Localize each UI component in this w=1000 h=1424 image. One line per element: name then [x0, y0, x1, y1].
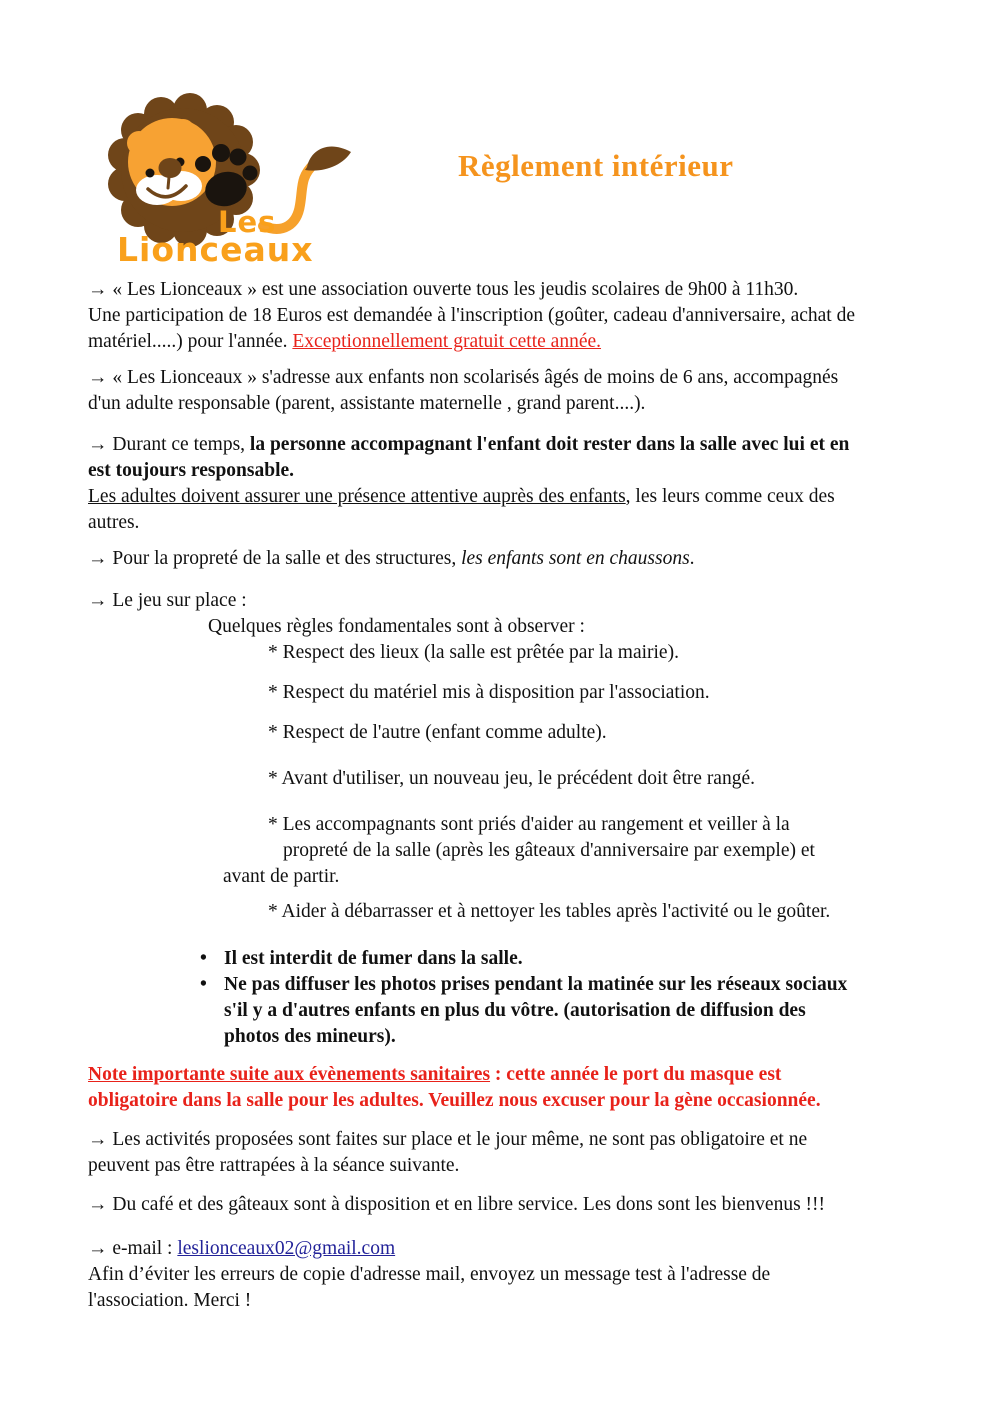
text-segment: obligatoire dans la salle pour les adultes. Veuillez nous excuser pour la gène occasionnée.: [88, 1090, 821, 1111]
text-segment: * Respect des lieux (la salle est prêtée par la mairie).: [268, 642, 679, 663]
email-link[interactable]: leslionceaux02@gmail.com: [177, 1238, 396, 1259]
text-line: [88, 1088, 978, 1114]
text-line: [88, 899, 978, 925]
lion-nose: [159, 158, 182, 178]
paragraph: [88, 812, 978, 890]
text-segment: * Avant d'utiliser, un nouveau jeu, le précédent doit être rangé.: [268, 768, 755, 789]
text-segment: → e-mail :: [88, 1238, 178, 1259]
text-line: [88, 614, 978, 640]
text-line: [88, 946, 978, 972]
text-line: [88, 1062, 978, 1088]
text-line: [88, 365, 978, 391]
paragraph: [88, 1062, 978, 1114]
paragraph: [88, 720, 978, 746]
text-segment: → Du café et des gâteaux sont à disposition et en libre service. Les dons sont les bienvenus !!!: [88, 1194, 826, 1215]
text-segment: → Pour la propreté de la salle et des structures,: [88, 548, 462, 569]
text-segment: Une participation de 18 Euros est demandée à l'inscription (goûter, cadeau d'anniversaire, achat de: [88, 305, 855, 326]
text-segment: l'association. Merci !: [88, 1290, 252, 1311]
text-line: [88, 864, 978, 890]
paragraph: [88, 546, 978, 572]
text-line: [88, 680, 978, 706]
text-line: [88, 720, 978, 746]
text-segment: * Respect de l'autre (enfant comme adulte).: [268, 722, 607, 743]
text-line: [88, 1192, 978, 1218]
text-segment: d'un adulte responsable (parent, assistante maternelle , grand parent....).: [88, 393, 646, 414]
text-line: [88, 1262, 978, 1288]
text-segment: Il est interdit de fumer dans la salle.: [224, 948, 523, 969]
paragraph: [88, 1236, 978, 1314]
text-segment: Note importante suite aux évènements sanitaires: [88, 1064, 491, 1085]
text-line: [88, 391, 978, 417]
text-segment: propreté de la salle (après les gâteaux d'anniversaire par exemple) et: [283, 840, 815, 861]
document-body: [88, 277, 978, 1314]
text-line: [88, 1288, 978, 1314]
text-segment: photos des mineurs).: [224, 1026, 396, 1047]
text-line: [88, 838, 978, 864]
text-line: [88, 1127, 978, 1153]
text-segment: * Respect du matériel mis à disposition par l'association.: [268, 682, 710, 703]
text-segment: → « Les Lionceaux » est une association ouverte tous les jeudis scolaires de 9h00 à 11h30.: [88, 279, 799, 300]
paragraph: [88, 766, 978, 792]
text-line: [88, 432, 978, 458]
text-segment: Afin d’éviter les erreurs de copie d'adresse mail, envoyez un message test à l'adresse de: [88, 1264, 771, 1285]
text-line: [88, 510, 978, 536]
paragraph: [88, 1127, 978, 1179]
text-line: [88, 640, 978, 666]
paragraph: [88, 972, 978, 1050]
text-segment: autres.: [88, 512, 140, 533]
text-line: [88, 1024, 978, 1050]
text-line: [88, 766, 978, 792]
text-line: [88, 484, 978, 510]
text-segment: la personne accompagnant l'enfant doit rester dans la salle avec lui et en: [249, 434, 850, 455]
text-line: [88, 588, 978, 614]
text-segment: les enfants sont en chaussons: [461, 548, 690, 569]
text-segment: → Le jeu sur place :: [88, 590, 247, 611]
text-segment: → Les activités proposées sont faites sur place et le jour même, ne sont pas obligatoire et ne: [88, 1129, 808, 1150]
paragraph: [88, 946, 978, 972]
text-segment: .: [689, 548, 695, 569]
bullet-marker: •: [200, 948, 207, 969]
text-line: [88, 277, 978, 303]
text-line: [88, 303, 978, 329]
text-segment: → « Les Lionceaux » s'adresse aux enfants non scolarisés âgés de moins de 6 ans, accompagnés: [88, 367, 839, 388]
text-segment: , les leurs comme ceux des: [625, 486, 835, 507]
text-segment: Quelques règles fondamentales sont à observer :: [208, 616, 585, 637]
text-line: [88, 998, 978, 1024]
text-line: [88, 972, 978, 998]
text-segment: * Aider à débarrasser et à nettoyer les tables après l'activité ou le goûter.: [268, 901, 831, 922]
logo-text-lionceaux: Lionceaux: [117, 230, 314, 269]
text-segment: Exceptionnellement gratuit cette année.: [292, 331, 602, 352]
text-segment: * Les accompagnants sont priés d'aider au rangement et veiller à la: [268, 814, 790, 835]
paragraph: [88, 680, 978, 706]
text-line: [88, 1236, 978, 1262]
paragraph: [88, 588, 978, 666]
paragraph: [88, 1192, 978, 1218]
text-line: [88, 1153, 978, 1179]
text-segment: Ne pas diffuser les photos prises pendant la matinée sur les réseaux sociaux: [224, 974, 848, 995]
paragraph: [88, 277, 978, 355]
text-segment: peuvent pas être rattrapées à la séance suivante.: [88, 1155, 460, 1176]
tail-tuft: [305, 147, 351, 171]
lion-logo: [95, 93, 357, 278]
text-segment: → Durant ce temps,: [88, 434, 250, 455]
paragraph: [88, 432, 978, 536]
text-segment: s'il y a d'autres enfants en plus du vôtre. (autorisation de diffusion des: [224, 1000, 806, 1021]
text-line: [88, 458, 978, 484]
text-segment: est toujours responsable.: [88, 460, 295, 481]
text-segment: Les adultes doivent assurer une présence attentive auprès des enfants: [88, 486, 626, 507]
page-title: Règlement intérieur: [458, 148, 734, 183]
text-segment: avant de partir.: [223, 866, 340, 887]
text-line: [88, 812, 978, 838]
paragraph: [88, 899, 978, 925]
text-segment: matériel.....) pour l'année.: [88, 331, 293, 352]
text-segment: : cette année le port du masque est: [490, 1064, 782, 1085]
paragraph: [88, 365, 978, 417]
logo-text-les: Les: [218, 205, 277, 239]
text-line: [88, 329, 978, 355]
bullet-marker: •: [200, 974, 207, 995]
text-line: [88, 546, 978, 572]
